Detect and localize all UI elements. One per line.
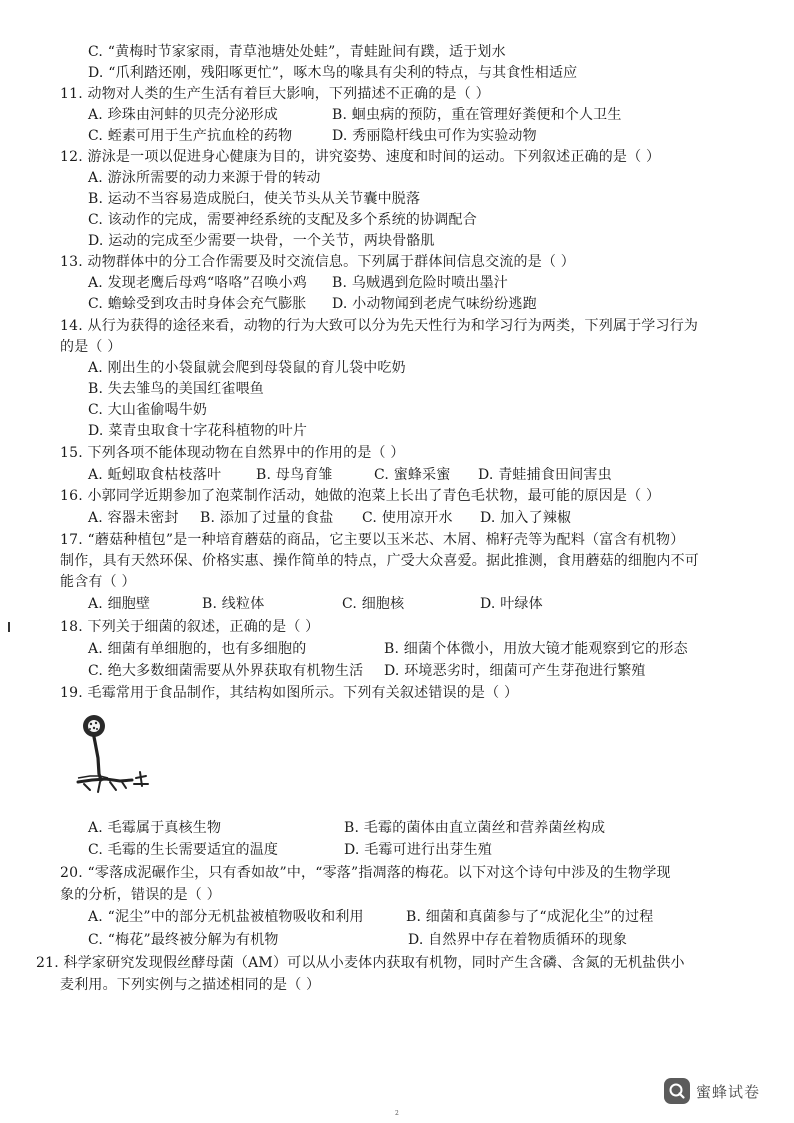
q20-option-a: A. “泥尘”中的部分无机盐被植物吸收和利用 (88, 909, 364, 925)
margin-mark (8, 622, 10, 632)
q15-stem: 15. 下列各项不能体现动物在自然界中的作用的是（ ） (60, 445, 405, 461)
q16-option-b: B. 添加了过量的食盐 (200, 510, 334, 526)
q20-option-d: D. 自然界中存在着物质循环的现象 (408, 932, 628, 948)
watermark-logo-icon (664, 1078, 690, 1104)
q14-option-c: C. 大山雀偷喝牛奶 (88, 402, 208, 418)
q21-stem-cont: 麦利用。下列实例与之描述相同的是（ ） (60, 977, 321, 993)
q12-option-d: D. 运动的完成至少需要一块骨，一个关节，两块骨骼肌 (88, 233, 435, 249)
q19-option-b: B. 毛霉的菌体由直立菌丝和营养菌丝构成 (344, 820, 606, 836)
q15-option-b: B. 母鸟育雏 (256, 467, 333, 483)
watermark-text: 蜜蜂试卷 (696, 1082, 761, 1101)
q18-option-a: A. 细菌有单细胞的，也有多细胞的 (88, 641, 307, 657)
q16-option-d: D. 加入了辣椒 (480, 510, 572, 526)
q18-stem: 18. 下列关于细菌的叙述，正确的是（ ） (60, 619, 320, 635)
q11-option-c: C. 蛭素可用于生产抗血栓的药物 (88, 128, 293, 144)
q15-option-c: C. 蜜蜂采蜜 (374, 467, 451, 483)
q12-option-b: B. 运动不当容易造成脱臼，使关节头从关节囊中脱落 (88, 191, 421, 207)
q16-option-c: C. 使用凉开水 (362, 510, 453, 526)
q17-option-b: B. 线粒体 (202, 596, 265, 612)
q13-option-d: D. 小动物闻到老虎气味纷纷逃跑 (332, 296, 537, 312)
q19-option-d: D. 毛霉可进行出芽生殖 (344, 842, 493, 858)
q19-option-c: C. 毛霉的生长需要适宜的温度 (88, 842, 279, 858)
q20-stem-cont: 象的分析，错误的是（ ） (60, 887, 221, 903)
q18-option-b: B. 细菌个体微小，用放大镜才能观察到它的形态 (384, 641, 688, 657)
q14-option-d: D. 菜青虫取食十字花科植物的叶片 (88, 423, 308, 439)
q17-option-d: D. 叶绿体 (480, 596, 543, 612)
mucor-figure (74, 712, 164, 797)
q20-option-c: C. “梅花”最终被分解为有机物 (88, 932, 279, 948)
watermark (664, 1078, 760, 1104)
q11-option-b: B. 蛔虫病的预防，重在管理好粪便和个人卫生 (332, 107, 622, 123)
q12-option-c: C. 该动作的完成，需要神经系统的支配及多个系统的协调配合 (88, 212, 477, 228)
q16-option-a: A. 容器未密封 (88, 510, 179, 526)
q17-option-a: A. 细胞壁 (88, 596, 151, 612)
q14-stem: 14. 从行为获得的途径来看，动物的行为大致可以分为先天性行为和学习行为两类，下列属于学习行为 (60, 318, 699, 334)
q17-option-c: C. 细胞核 (342, 596, 405, 612)
q14-option-a: A. 刚出生的小袋鼠就会爬到母袋鼠的育儿袋中吃奶 (88, 360, 406, 376)
q17-stem-cont2: 能含有（ ） (60, 574, 136, 590)
q13-option-b: B. 乌贼遇到危险时喷出墨汁 (332, 275, 508, 291)
q17-stem-cont: 制作，具有天然环保、价格实惠、操作简单的特点，广受大众喜爱。据此推测，食用蘑菇的细胞内不可 (60, 553, 699, 569)
q17-stem: 17. “蘑菇种植包”是一种培育蘑菇的商品，它主要以玉米芯、木屑、棉籽壳等为配料（富含有机物） (60, 532, 685, 548)
q15-option-d: D. 青蛙捕食田间害虫 (478, 467, 612, 483)
q11-stem: 11. 动物对人类的生产生活有着巨大影响，下列描述不正确的是（ ） (60, 86, 490, 102)
q14-option-b: B. 失去雏鸟的美国红雀喂鱼 (88, 381, 264, 397)
q10-option-c: C. “黄梅时节家家雨，青草池塘处处蛙”，青蛙趾间有蹼，适于划水 (88, 44, 506, 60)
q20-option-b: B. 细菌和真菌参与了“成泥化尘”的过程 (406, 909, 654, 925)
q13-option-c: C. 蟾蜍受到攻击时身体会充气膨胀 (88, 296, 307, 312)
q12-stem: 12. 游泳是一项以促进身心健康为目的，讲究姿势、速度和时间的运动。下列叙述正确的是（ ） (60, 149, 661, 165)
q19-stem: 19. 毛霉常用于食品制作，其结构如图所示。下列有关叙述错误的是（ ） (60, 685, 519, 701)
q13-option-a: A. 发现老鹰后母鸡“咯咯”召唤小鸡 (88, 275, 307, 291)
q21-stem: 21. 科学家研究发现假丝酵母菌（AM）可以从小麦体内获取有机物，同时产生含磷、含氮的无机盐供小 (36, 955, 685, 971)
q10-option-d: D. “爪利踏还刚，残阳啄更忙”，啄木鸟的喙具有尖利的特点，与其食性相适应 (88, 65, 578, 81)
q18-option-d: D. 环境恶劣时，细菌可产生芽孢进行繁殖 (384, 663, 646, 679)
q16-stem: 16. 小郭同学近期参加了泡菜制作活动，她做的泡菜上长出了青色毛状物，最可能的原因是（ ） (60, 488, 661, 504)
q14-stem-cont: 的是（ ） (60, 339, 122, 355)
q20-stem: 20. “零落成泥碾作尘，只有香如故”中，“零落”指凋落的梅花。以下对这个诗句中涉及的生物学现 (60, 865, 671, 881)
q13-stem: 13. 动物群体中的分工合作需要及时交流信息。下列属于群体间信息交流的是（ ） (60, 254, 575, 270)
q11-option-d: D. 秀丽隐杆线虫可作为实验动物 (332, 128, 537, 144)
q12-option-a: A. 游泳所需要的动力来源于骨的转动 (88, 170, 321, 186)
q15-option-a: A. 蚯蚓取食枯枝落叶 (88, 467, 222, 483)
q19-option-a: A. 毛霉属于真核生物 (88, 820, 222, 836)
q11-option-a: A. 珍珠由河蚌的贝壳分泌形成 (88, 107, 279, 123)
q18-option-c: C. 绝大多数细菌需要从外界获取有机物生活 (88, 663, 364, 679)
page-number: 2 (395, 1110, 399, 1117)
